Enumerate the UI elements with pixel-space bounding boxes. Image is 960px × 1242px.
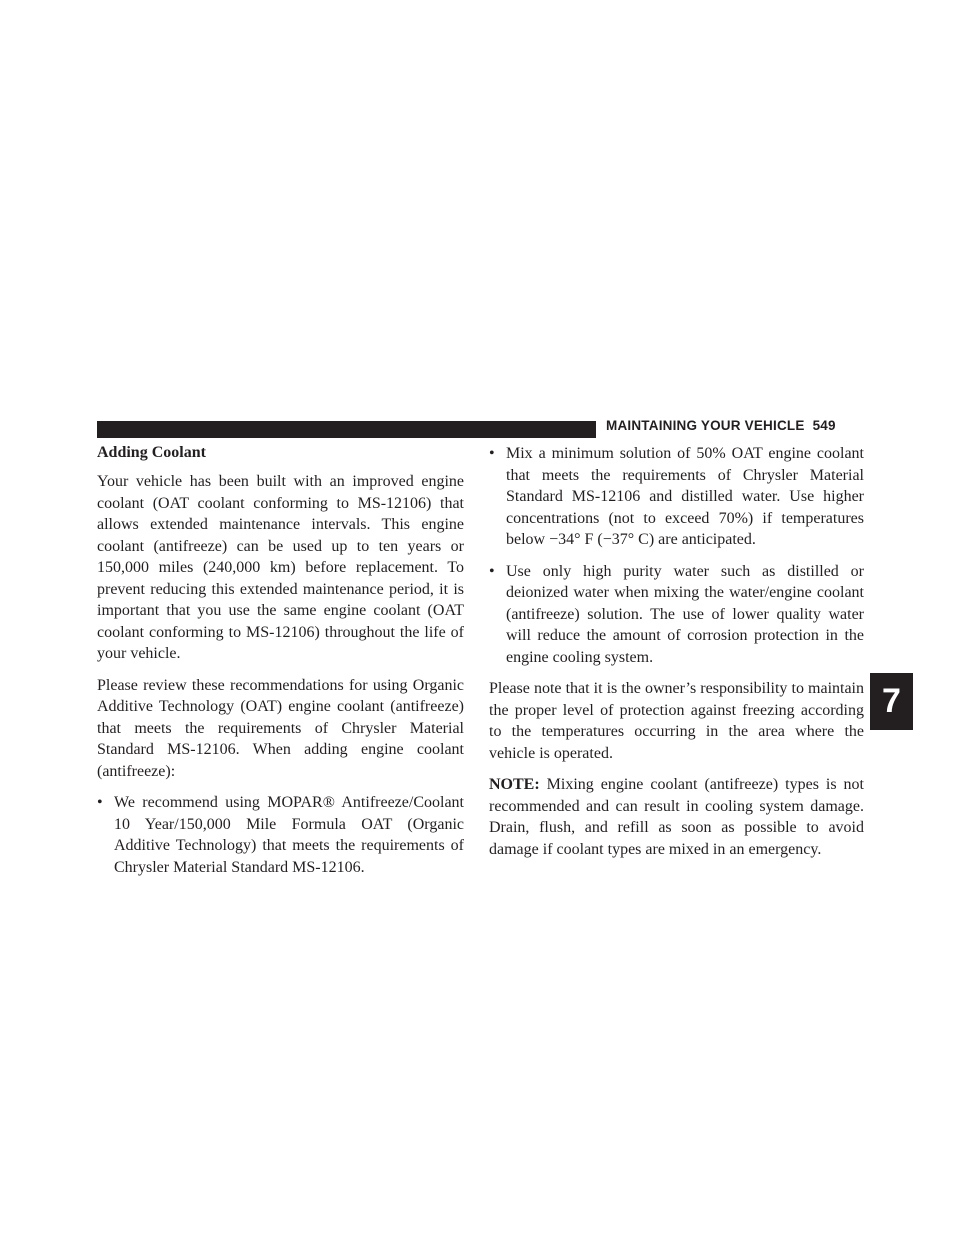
bullet-icon: • bbox=[97, 794, 103, 811]
list-item bbox=[97, 792, 464, 878]
paragraph-owner-responsibility: Please note that it is the owner’s responsibility to maintain the proper level of protection against freezing according to the temperatures occurring in the area where the vehicle is operated. bbox=[489, 680, 864, 762]
paragraph-recommendations: Please review these recommendations for using Organic Additive Technology (OAT) engine coolant (antifreeze) that meets the requirements of Chrysler Material Standard MS-12106. When adding engine coolant (antifreeze): bbox=[97, 676, 464, 780]
header-rule bbox=[97, 421, 596, 438]
bullet-icon: • bbox=[489, 562, 495, 580]
right-column bbox=[489, 443, 864, 870]
note-label: NOTE: bbox=[489, 776, 540, 793]
running-header bbox=[606, 418, 836, 433]
list-item bbox=[489, 443, 864, 551]
list-item bbox=[489, 561, 864, 669]
list-item-text: We recommend using MOPAR® Antifreeze/Coolant 10 Year/150,000 Mile Formula OAT (Organic Additive Technology) that meets the requirements of Chrysler Material Standard MS-12106. bbox=[114, 794, 464, 876]
note bbox=[489, 774, 864, 860]
list-item-text: Mix a minimum solution of 50% OAT engine coolant that meets the requirements of Chrysler Material Standard MS-12106 and distilled water. Use higher concentrations (not to exceed 70%) if temperatures below −34° F (−37° C) are anticipated. bbox=[506, 445, 864, 548]
paragraph-intro: Your vehicle has been built with an improved engine coolant (OAT coolant conforming to MS-12106) that allows extended maintenance intervals. This engine coolant (antifreeze) can be used up to ten years or 150,000 miles (240,000 km) before replacement. To prevent reducing this extended maintenance period, it is important that you use the same engine coolant (OAT coolant conforming to MS-12106) throughout the life of your vehicle. bbox=[97, 473, 464, 662]
list-item-text: Use only high purity water such as distilled or deionized water when mixing the water/engine coolant (antifreeze) solution. The use of lower quality water will reduce the amount of corrosion protection in the engine cooling system. bbox=[506, 562, 864, 666]
section-title: Adding Coolant bbox=[97, 444, 206, 461]
section-name: MAINTAINING YOUR VEHICLE bbox=[606, 418, 805, 433]
chapter-tab: 7 bbox=[870, 673, 913, 730]
note-text: Mixing engine coolant (antifreeze) types is not recommended and can result in cooling system damage. Drain, flush, and refill as soon as possible to avoid damage if coolant types are mixed in an emergency. bbox=[489, 776, 864, 858]
page-number: 549 bbox=[812, 418, 836, 433]
bullet-icon: • bbox=[489, 445, 495, 462]
left-column bbox=[97, 443, 464, 888]
